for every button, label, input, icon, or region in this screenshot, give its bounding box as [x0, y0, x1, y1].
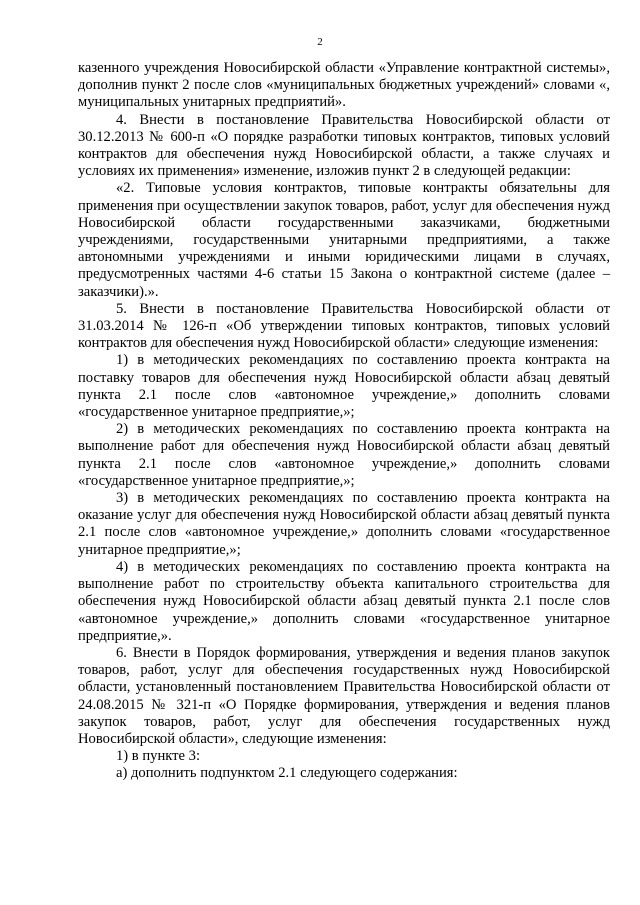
paragraph-item-5-2: 2) в методических рекомендациях по составлению проекта контракта на выполнение работ для обеспечения нужд Новосибирской области абзац девятый пункта 2.1 после слов «автономное учреждение,» дополнить словами «государственное унитарное предприятие,»; — [78, 421, 610, 489]
paragraph-item-5-3: 3) в методических рекомендациях по составлению проекта контракта на оказание услуг для обеспечения нужд Новосибирской области абзац девятый пункта 2.1 после слов «автономное учреждение,» дополнить словами «государственное унитарное предприятие,»; — [78, 490, 610, 558]
paragraph-continuation: казенного учреждения Новосибирской области «Управление контрактной системы», дополнив пункт 2 после слов «муниципальных бюджетных учреждений» словами «, муниципальных унитарных предприятий». — [78, 60, 610, 111]
page-number: 2 — [317, 36, 323, 48]
paragraph-item-6-1: 1) в пункте 3: — [116, 748, 201, 765]
paragraph-item-6-1-a: а) дополнить подпунктом 2.1 следующего содержания: — [116, 765, 458, 782]
paragraph-item-5-1: 1) в методических рекомендациях по составлению проекта контракта на поставку товаров для обеспечения нужд Новосибирской области абзац девятый пункта 2.1 после слов «автономное учреждение,» дополнить словами «государственное унитарное предприятие,»; — [78, 352, 610, 421]
document-body — [78, 60, 610, 783]
paragraph-item-5: 5. Внести в постановление Правительства Новосибирской области от 31.03.2014 № 126-п «Об утверждении типовых контрактов, типовых условий контрактов для обеспечения нужд Новосибирской области» следующие изменения: — [78, 300, 610, 352]
paragraph-item-5-4: 4) в методических рекомендациях по составлению проекта контракта на выполнение работ по строительству объекта капитального строительства для обеспечения нужд Новосибирской области абзац девятый пункта 2.1 после слов «автономное учреждение,» дополнить словами «государственное унитарное предприятие,». — [78, 558, 610, 644]
paragraph-item-6: 6. Внести в Порядок формирования, утверждения и ведения планов закупок товаров, работ, услуг для обеспечения государственных нужд Новосибирской области, установленный постановлением Правительства Новосибирской области от 24.08.2015 № 321-п «О Порядке формирования, утверждения и ведения планов закупок товаров, работ, услуг для обеспечения государственных нужд Новосибирской области», следующие изменения: — [78, 644, 610, 747]
paragraph-item-4-quote: «2. Типовые условия контрактов, типовые контракты обязательны для применения при осуществлении закупок товаров, работ, услуг для обеспечения нужд Новосибирской области государственными заказчиками, бюджетными учреждениями, государственными унитарными предприятиями, а также автономными учреждениями и иными юридическими лицами в случаях, предусмотренных частями 4-6 статьи 15 Закона о контрактной системе (далее – заказчики).». — [78, 180, 610, 300]
paragraph-item-4: 4. Внести в постановление Правительства Новосибирской области от 30.12.2013 № 600-п «О порядке разработки типовых контрактов, типовых условий контрактов для обеспечения нужд Новосибирской области, а также случаях и условиях их применения» изменение, изложив пункт 2 в следующей редакции: — [78, 111, 610, 180]
